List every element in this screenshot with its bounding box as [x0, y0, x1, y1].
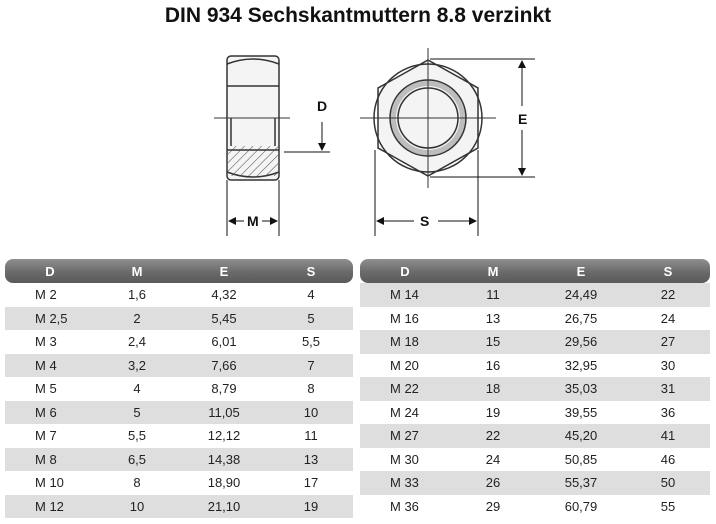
table-row	[5, 401, 353, 425]
cell-e: 7,66	[179, 354, 269, 378]
cell-d: M 8	[5, 448, 95, 472]
table-row	[360, 330, 710, 354]
cell-d: M 14	[360, 283, 450, 307]
cell-s: 46	[660, 451, 676, 467]
cell-m: 8	[133, 475, 141, 491]
table-row	[360, 424, 710, 448]
header-m: M	[450, 259, 536, 283]
page-title: DIN 934 Sechskantmuttern 8.8 verzinkt	[164, 4, 552, 27]
table-row	[5, 283, 353, 307]
cell-s: 22	[626, 283, 710, 307]
cell-m: 6,5	[95, 448, 179, 472]
header-m: M	[95, 259, 179, 283]
cell-s: 7	[269, 354, 353, 378]
cell-m: 4	[133, 381, 141, 397]
table-row	[360, 307, 710, 331]
cell-m: 11	[450, 283, 536, 307]
header-d: D	[5, 259, 95, 283]
table-header-row	[5, 259, 353, 283]
cell-e: 12,12	[207, 428, 241, 444]
header-e: E	[536, 259, 626, 283]
table-row	[5, 377, 353, 401]
cell-d: M 16	[390, 310, 419, 326]
cell-d: M 2	[35, 287, 57, 303]
cell-d: M 6	[5, 401, 95, 425]
cell-m: 24	[485, 451, 501, 467]
cell-e: 4,32	[211, 287, 237, 303]
table-row	[5, 330, 353, 354]
cell-m: 18	[450, 377, 536, 401]
cell-s: 50	[626, 471, 710, 495]
table-header-row	[360, 259, 710, 283]
nut-front-view	[360, 48, 496, 188]
cell-s: 24	[660, 310, 676, 326]
cell-m: 2	[95, 307, 179, 331]
cell-s: 11	[304, 428, 318, 444]
cell-d: M 3	[35, 334, 57, 350]
cell-e: 11,05	[179, 401, 269, 425]
cell-e: 8,79	[211, 381, 237, 397]
cell-m: 26	[450, 471, 536, 495]
header-s: S	[269, 259, 353, 283]
cell-e: 18,90	[207, 475, 241, 491]
table-row	[360, 354, 710, 378]
cell-m: 29	[485, 498, 501, 514]
cell-e: 32,95	[564, 357, 598, 373]
cell-s: 27	[626, 330, 710, 354]
cell-m: 5,5	[127, 428, 147, 444]
label-e: E	[518, 111, 528, 127]
header-e: E	[179, 259, 269, 283]
table-row	[360, 283, 710, 307]
cell-d: M 5	[35, 381, 57, 397]
cell-s: 4	[307, 287, 315, 303]
cell-d: M 2,5	[5, 307, 95, 331]
cell-s: 19	[269, 495, 353, 519]
cell-e: 29,56	[536, 330, 626, 354]
cell-d: M 24	[390, 404, 419, 420]
table-row	[5, 424, 353, 448]
table-row	[5, 448, 353, 472]
cell-e: 14,38	[179, 448, 269, 472]
cell-e: 39,55	[564, 404, 598, 420]
cell-s: 13	[269, 448, 353, 472]
cell-s: 55	[660, 498, 676, 514]
dimension-d	[284, 122, 330, 152]
cell-e: 26,75	[564, 310, 598, 326]
cell-m: 3,2	[95, 354, 179, 378]
cell-d: M 12	[5, 495, 95, 519]
cell-d: M 18	[360, 330, 450, 354]
cell-d: M 30	[390, 451, 419, 467]
cell-m: 15	[450, 330, 536, 354]
table-row	[360, 495, 710, 519]
nut-side-view	[214, 56, 290, 180]
cell-d: M 33	[360, 471, 450, 495]
cell-s: 36	[660, 404, 676, 420]
table-row	[360, 471, 710, 495]
cell-e: 35,03	[536, 377, 626, 401]
cell-s: 17	[303, 475, 319, 491]
cell-m: 13	[485, 310, 501, 326]
table-row	[5, 354, 353, 378]
table-row	[360, 448, 710, 472]
nut-technical-drawing	[0, 0, 716, 250]
label-m: M	[247, 213, 259, 229]
cell-e: 21,10	[179, 495, 269, 519]
table-row	[5, 471, 353, 495]
label-s: S	[420, 213, 430, 229]
cell-s: 30	[660, 357, 676, 373]
cell-m: 1,6	[127, 287, 147, 303]
table-row	[5, 307, 353, 331]
cell-e: 60,79	[564, 498, 598, 514]
table-row	[360, 401, 710, 425]
cell-d: M 10	[35, 475, 64, 491]
cell-s: 10	[269, 401, 353, 425]
dimension-table-right	[360, 259, 710, 518]
cell-m: 22	[450, 424, 536, 448]
cell-d: M 36	[390, 498, 419, 514]
header-d: D	[360, 259, 450, 283]
cell-m: 5	[95, 401, 179, 425]
cell-d: M 27	[360, 424, 450, 448]
cell-e: 55,37	[536, 471, 626, 495]
cell-m: 2,4	[127, 334, 147, 350]
cell-e: 6,01	[211, 334, 237, 350]
cell-m: 19	[485, 404, 501, 420]
header-s: S	[626, 259, 710, 283]
table-row	[360, 377, 710, 401]
cell-m: 10	[95, 495, 179, 519]
cell-m: 16	[485, 357, 501, 373]
cell-e: 45,20	[536, 424, 626, 448]
label-d: D	[317, 98, 328, 114]
cell-e: 5,45	[179, 307, 269, 331]
cell-s: 5,5	[301, 334, 321, 350]
dimension-table-left	[5, 259, 353, 518]
table-row	[5, 495, 353, 519]
cell-s: 41	[626, 424, 710, 448]
cell-s: 8	[307, 381, 315, 397]
cell-d: M 7	[35, 428, 57, 444]
cell-d: M 22	[360, 377, 450, 401]
cell-s: 31	[626, 377, 710, 401]
cell-e: 50,85	[564, 451, 598, 467]
cell-d: M 4	[5, 354, 95, 378]
cell-e: 24,49	[536, 283, 626, 307]
cell-s: 5	[269, 307, 353, 331]
cell-d: M 20	[390, 357, 419, 373]
